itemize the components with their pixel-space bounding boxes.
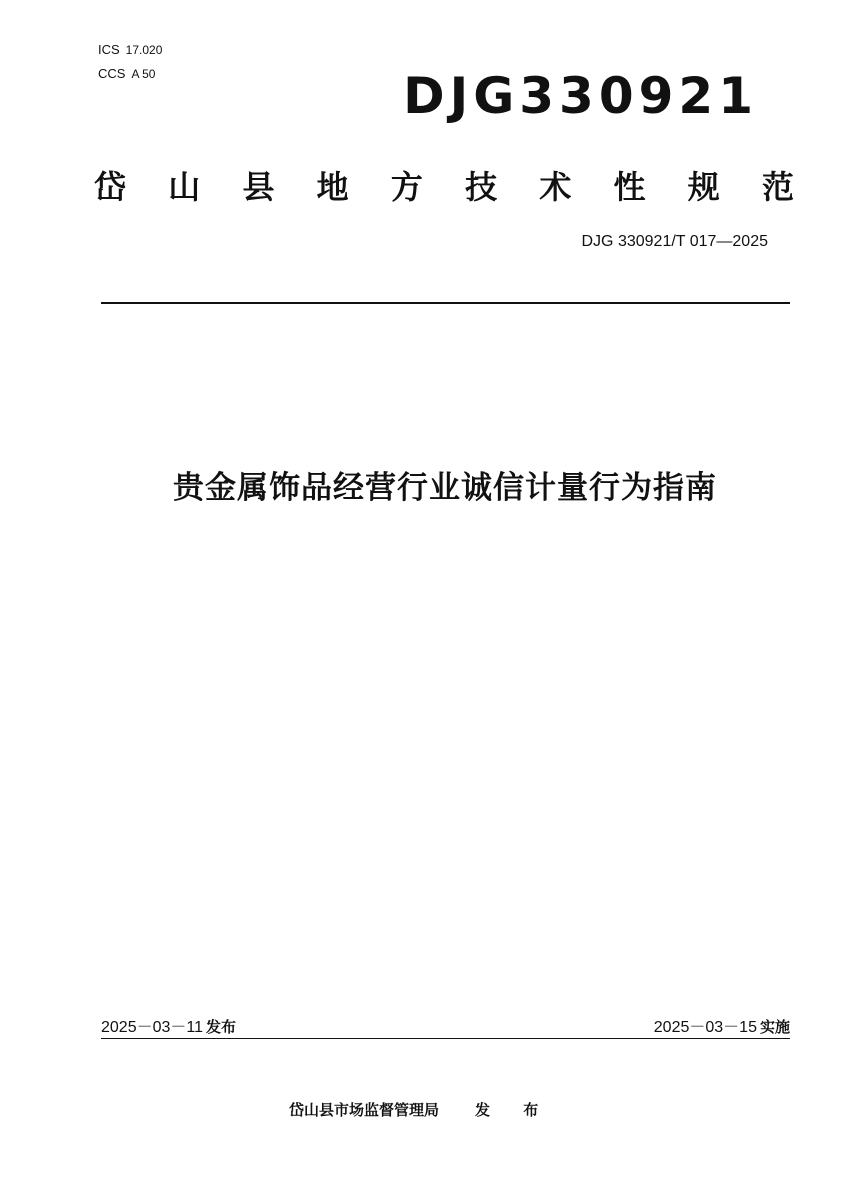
spec-type-char: 方 (390, 168, 423, 206)
header-divider (101, 302, 790, 304)
footer-divider (101, 1038, 790, 1039)
implementation-date-value: 2025－03－15 (653, 1019, 757, 1036)
ics-value: 17.020 (125, 43, 163, 57)
document-number: DJG 330921/T 017—2025 (581, 233, 768, 250)
issue-date (101, 1017, 236, 1038)
ics-label: ICS (98, 42, 120, 57)
issue-word: 发布 (206, 1018, 237, 1036)
spec-type-char: 技 (465, 168, 498, 206)
ics-classification (98, 42, 162, 58)
ccs-label: CCS (98, 66, 126, 81)
standard-code: DJG330921 (403, 67, 758, 125)
implementation-date (654, 1017, 790, 1038)
spec-type-char: 范 (761, 168, 794, 206)
spec-type-char: 岱 (94, 168, 127, 206)
issue-date-value: 2025－03－11 (101, 1019, 204, 1036)
ccs-classification (98, 66, 155, 82)
issuer-name: 岱山县市场监督管理局 (289, 1101, 440, 1119)
ccs-value: A 50 (131, 67, 156, 81)
issuing-authority (289, 1100, 552, 1120)
implementation-word: 实施 (759, 1018, 790, 1036)
specification-type (94, 165, 794, 209)
spec-type-char: 性 (613, 168, 646, 206)
spec-type-char: 县 (242, 168, 275, 206)
spec-type-char: 山 (168, 168, 201, 206)
issuer-action: 发 布 (475, 1101, 553, 1119)
spec-type-char: 规 (687, 168, 720, 206)
document-title: 贵金属饰品经营行业诚信计量行为指南 (173, 470, 717, 506)
spec-type-char: 术 (539, 168, 572, 206)
spec-type-char: 地 (316, 168, 349, 206)
